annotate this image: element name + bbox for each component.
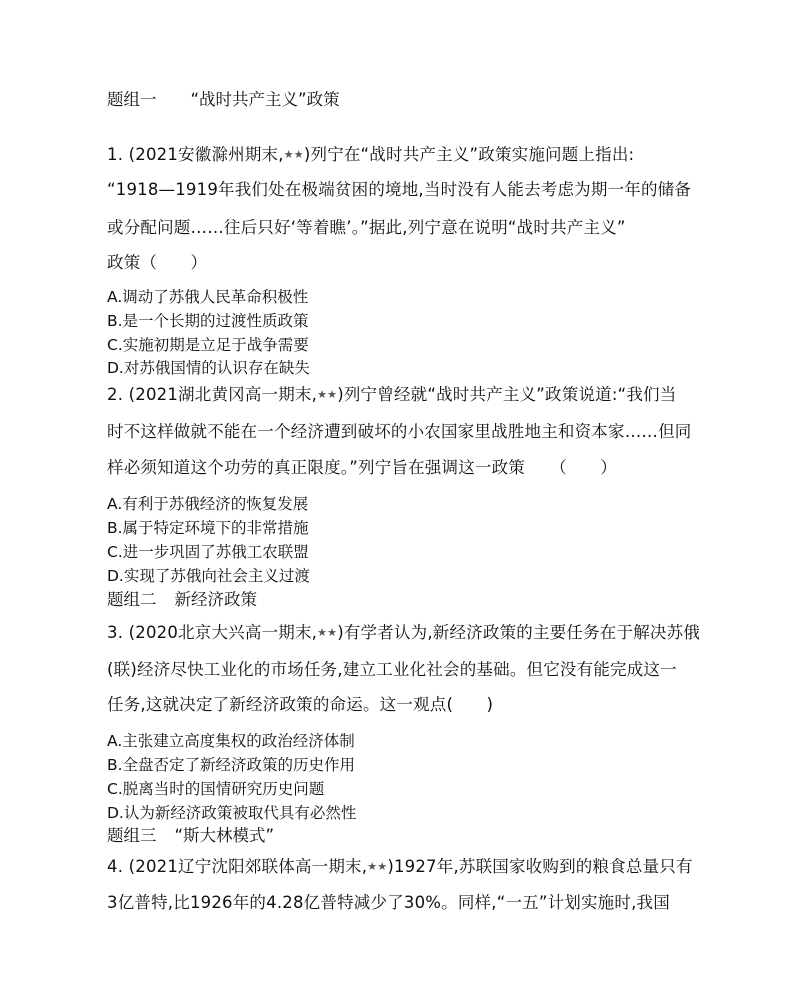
question-1-line-4: 政策（ ） [107,253,208,272]
question-2-option-b: B.属于特定环境下的非常措施 [107,519,309,537]
difficulty-star-icon: ★★ [283,148,304,161]
question-2-line-1 [107,384,676,406]
question-number: 4. [107,857,124,876]
question-source: (2021安徽滁州期末, [128,145,284,164]
question-1-line-2: “1918—1919年我们处在极端贫困的境地,当时没有人能去考虑为期一年的储备 [107,180,692,199]
question-2-option-d: D.实现了苏俄向社会主义过渡 [107,567,310,585]
question-text: )有学者认为,新经济政策的主要任务在于解决苏俄 [337,623,701,642]
question-3-option-b: B.全盘否定了新经济政策的历史作用 [107,756,356,774]
question-1-line-1 [107,144,634,166]
question-number: 3. [107,623,124,642]
question-source: (2021湖北黄冈高一期末, [128,385,318,404]
question-1-option-b: B.是一个长期的过渡性质政策 [107,312,309,330]
question-1-line-3: 或分配问题……往后只好‘等着瞧’。”据此,列宁意在说明“战时共产主义” [107,218,626,237]
difficulty-star-icon: ★★ [317,388,338,401]
difficulty-star-icon: ★★ [367,860,388,873]
question-number: 1. [107,145,124,164]
question-text: )1927年,苏联国家收购到的粮食总量只有 [387,857,693,876]
question-4-line-2: 3亿普特,比1926年的4.28亿普特减少了30%。同样,“一五”计划实施时,我国 [107,893,670,912]
question-3-option-c: C.脱离当时的国情研究历史问题 [107,780,325,798]
question-2-line-2: 时不这样做就不能在一个经济遭到破坏的小农国家里战胜地主和资本家……但同 [107,422,692,441]
question-3-option-d: D.认为新经济政策被取代具有必然性 [107,804,357,822]
question-3-line-3: 任务,这就决定了新经济政策的命运。这一观点( ) [107,695,494,714]
group-heading-2 [107,589,257,611]
question-text: )列宁曾经就“战时共产主义”政策说道:“我们当 [337,385,677,404]
question-1-option-a: A.调动了苏俄人民革命积极性 [107,288,309,306]
group-label: 题组一 [107,90,157,109]
group-heading-1 [107,89,340,111]
group-title: 新经济政策 [174,590,257,609]
question-3-line-1 [107,622,700,644]
question-source: (2020北京大兴高一期末, [128,623,318,642]
question-1-option-d: D.对苏俄国情的认识存在缺失 [107,359,310,377]
question-number: 2. [107,385,124,404]
question-text: )列宁在“战时共产主义”政策实施问题上指出: [303,145,635,164]
question-2-option-a: A.有利于苏俄经济的恢复发展 [107,495,309,513]
group-heading-3 [107,825,274,847]
question-2-line-3: 样必须知道这个功劳的真正限度。”列宁旨在强调这一政策 （ ） [107,458,617,477]
group-label: 题组二 [107,590,157,609]
group-title: “战时共产主义”政策 [190,90,340,109]
question-3-line-2: (联)经济尽快工业化的市场任务,建立工业化社会的基础。但它没有能完成这一 [107,660,677,679]
question-4-line-1 [107,856,693,878]
question-2-option-c: C.进一步巩固了苏俄工农联盟 [107,543,309,561]
difficulty-star-icon: ★★ [317,626,338,639]
question-source: (2021辽宁沈阳郊联体高一期末, [128,857,368,876]
question-1-option-c: C.实施初期是立足于战争需要 [107,336,309,354]
group-label: 题组三 [107,826,157,845]
question-3-option-a: A.主张建立高度集权的政治经济体制 [107,732,355,750]
group-title: “斯大林模式” [174,826,275,845]
